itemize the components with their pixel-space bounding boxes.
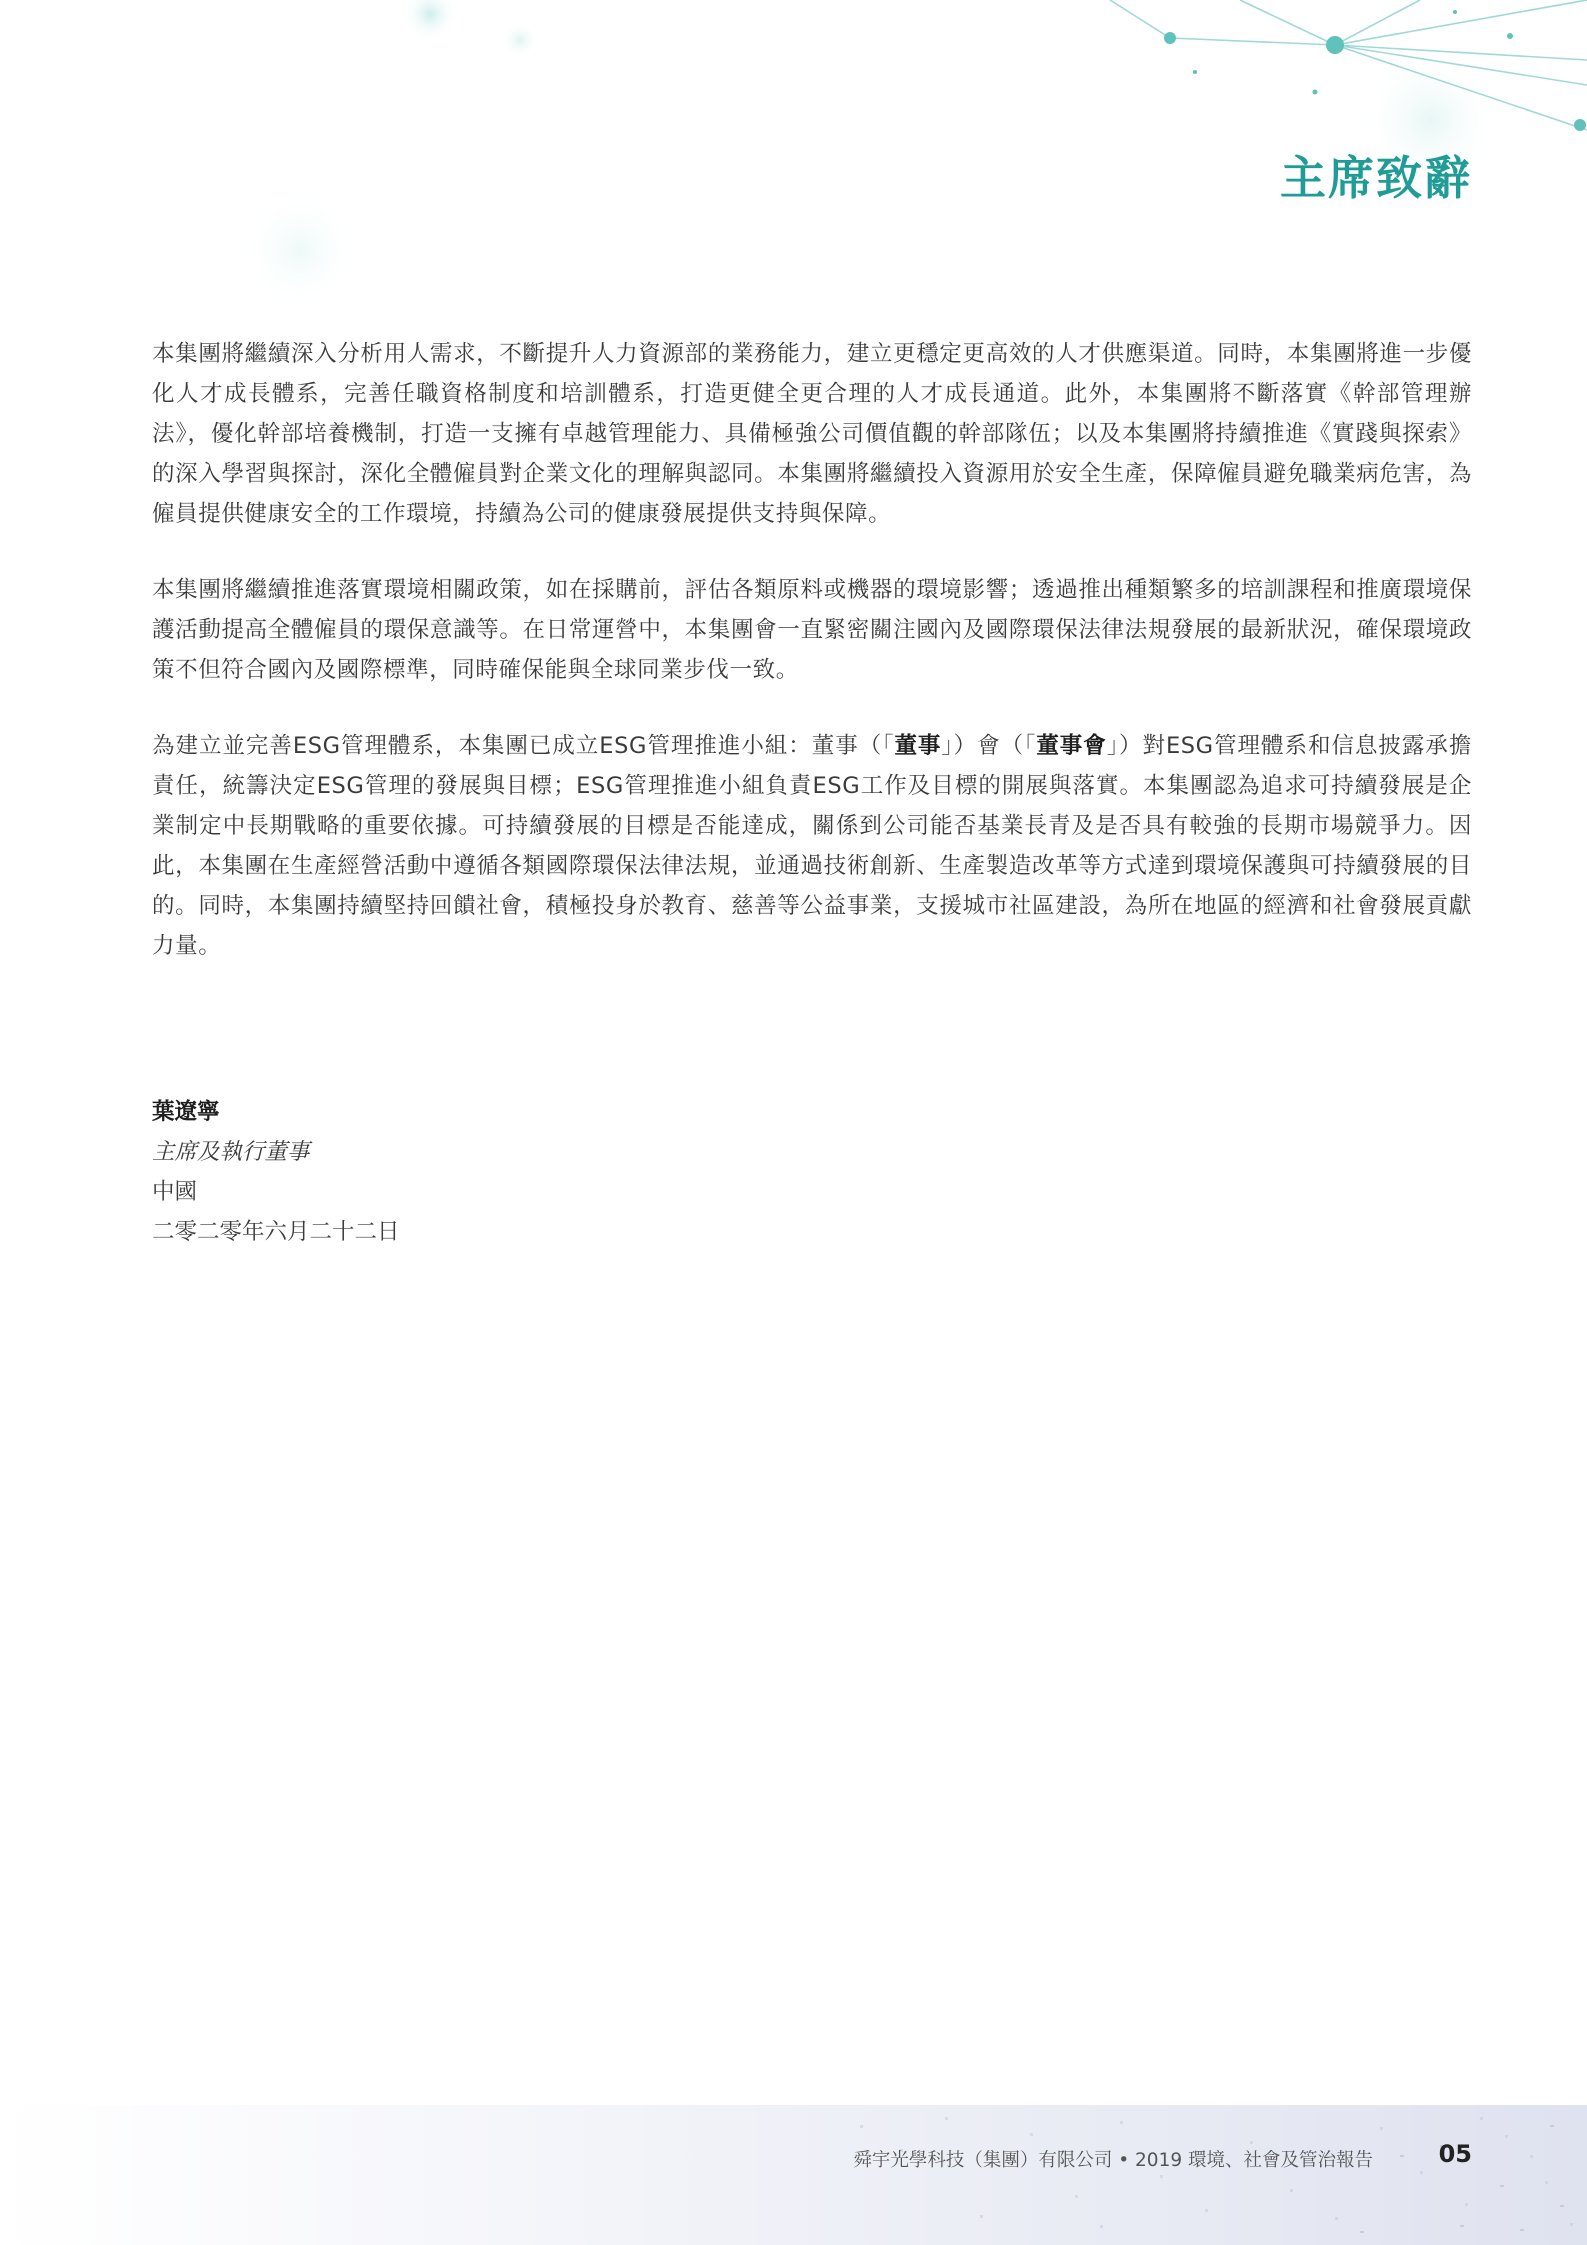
letter-body <box>152 334 1472 1002</box>
defined-term-directors: 董事 <box>894 733 942 759</box>
paragraph-3-text: 為建立並完善ESG管理體系，本集團已成立ESG管理推進小組：董事（「 <box>152 733 895 759</box>
signature-block <box>152 1092 400 1252</box>
paragraph-3-text: 」）會（「 <box>941 733 1037 759</box>
paragraph-1-text: 本集團將繼續深入分析用人需求，不斷提升人力資源部的業務能力，建立更穩定更高效的人才供應渠道。同時，本集團將進一步優化人才成長體系，完善任職資格制度和培訓體系，打造更健全更合理的人才成長通道。此外，本集團將不斷落實《幹部管理辦法》，優化幹部培養機制，打造一支擁有卓越管理能力、具備極強公司價值觀的幹部隊伍；以及本集團將持續推進《實踐與探索》的深入學習與探討，深化全體僱員對企業文化的理解與認同。本集團將繼續投入資源用於安全生產，保障僱員避免職業病危害，為僱員提供健康安全的工作環境，持續為公司的健康發展提供支持與保障。 <box>152 341 1472 527</box>
signature-date: 二零二零年六月二十二日 <box>152 1219 400 1245</box>
paragraph-1 <box>152 334 1472 534</box>
footer-report-title: 舜宇光學科技（集團）有限公司 • 2019 環境、社會及管治報告 <box>853 2150 1373 2171</box>
paragraph-3-text: 」）對ESG管理體系和信息披露承擔責任，統籌決定ESG管理的發展與目標；ESG管理推進小組負責ESG工作及目標的開展與落實。本集團認為追求可持續發展是企業制定中長期戰略的重要依據。可持續發展的目標是否能達成，關係到公司能否基業長青及是否具有較強的長期市場競爭力。因此，本集團在生產經營活動中遵循各類國際環保法律法規，並通過技術創新、生產製造改革等方式達到環境保護與可持續發展的目的。同時，本集團持續堅持回饋社會，積極投身於教育、慈善等公益事業，支援城市社區建設，為所在地區的經濟和社會發展貢獻力量。 <box>152 733 1472 959</box>
signatory-name: 葉遼寧 <box>152 1099 220 1125</box>
footer-pixel-pattern <box>0 2105 1587 2245</box>
footer-band <box>0 2105 1587 2245</box>
page-number: 05 <box>1438 2140 1472 2168</box>
page-title: 主席致辭 <box>1280 151 1472 205</box>
paragraph-3 <box>152 726 1472 966</box>
signature-place: 中國 <box>152 1179 198 1205</box>
defined-term-board: 董事會 <box>1036 733 1107 759</box>
paragraph-2-text: 本集團將繼續推進落實環境相關政策，如在採購前，評估各類原料或機器的環境影響；透過推出種類繁多的培訓課程和推廣環境保護活動提高全體僱員的環保意識等。在日常運營中，本集團會一直緊密關注國內及國際環保法律法規發展的最新狀況，確保環境政策不但符合國內及國際標準，同時確保能與全球同業步伐一致。 <box>152 577 1472 683</box>
paragraph-2 <box>152 570 1472 690</box>
signatory-title: 主席及執行董事 <box>152 1139 310 1165</box>
